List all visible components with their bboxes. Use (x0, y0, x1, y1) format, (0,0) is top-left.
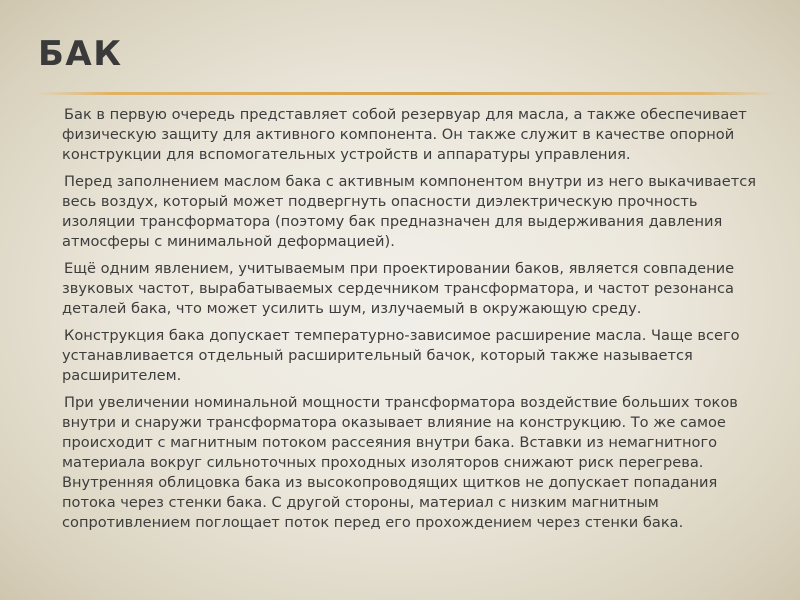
paragraph-4: Конструкция бака допускает температурно-зависимое расширение масла. Чаще всего устанавливается отдельный расширительный бачок, который также называется расширителем. (62, 327, 740, 384)
paragraph-1: Бак в первую очередь представляет собой резервуар для масла, а также обеспечивает физическую защиту для активного компонента. Он также служит в качестве опорной конструкции для вспомогательных устройств и аппаратуры управления. (62, 106, 747, 163)
paragraph-5: При увеличении номинальной мощности трансформатора воздействие больших токов внутри и снаружи трансформатора оказывает влияние на конструкцию. То же самое происходит с магнитным потоком рассеяния внутри бака. Вставки из немагнитного материала вокруг сильноточных проходных изоляторов снижают риск перегрева. Внутренняя облицовка бака из высокопроводящих щитков не допускает попадания потока через стенки бака. С другой стороны, материал с низким магнитным сопротивлением поглощает поток перед его прохождением через стенки бака. (62, 394, 738, 531)
slide-body (62, 105, 774, 540)
slide-title: БАК (38, 34, 123, 74)
paragraph-2: Перед заполнением маслом бака с активным компонентом внутри из него выкачивается весь воздух, который может подвергнуть опасности диэлектрическую прочность изоляции трансформатора (поэтому бак предназначен для выдерживания давления атмосферы с минимальной деформацией). (62, 173, 757, 250)
title-divider (36, 92, 776, 95)
paragraph-3: Ещё одним явлением, учитываемым при проектировании баков, является совпадение звуковых частот, вырабатываемых сердечником трансформатора, и частот резонанса деталей бака, что может усилить шум, излучаемый в окружающую среду. (62, 260, 735, 317)
